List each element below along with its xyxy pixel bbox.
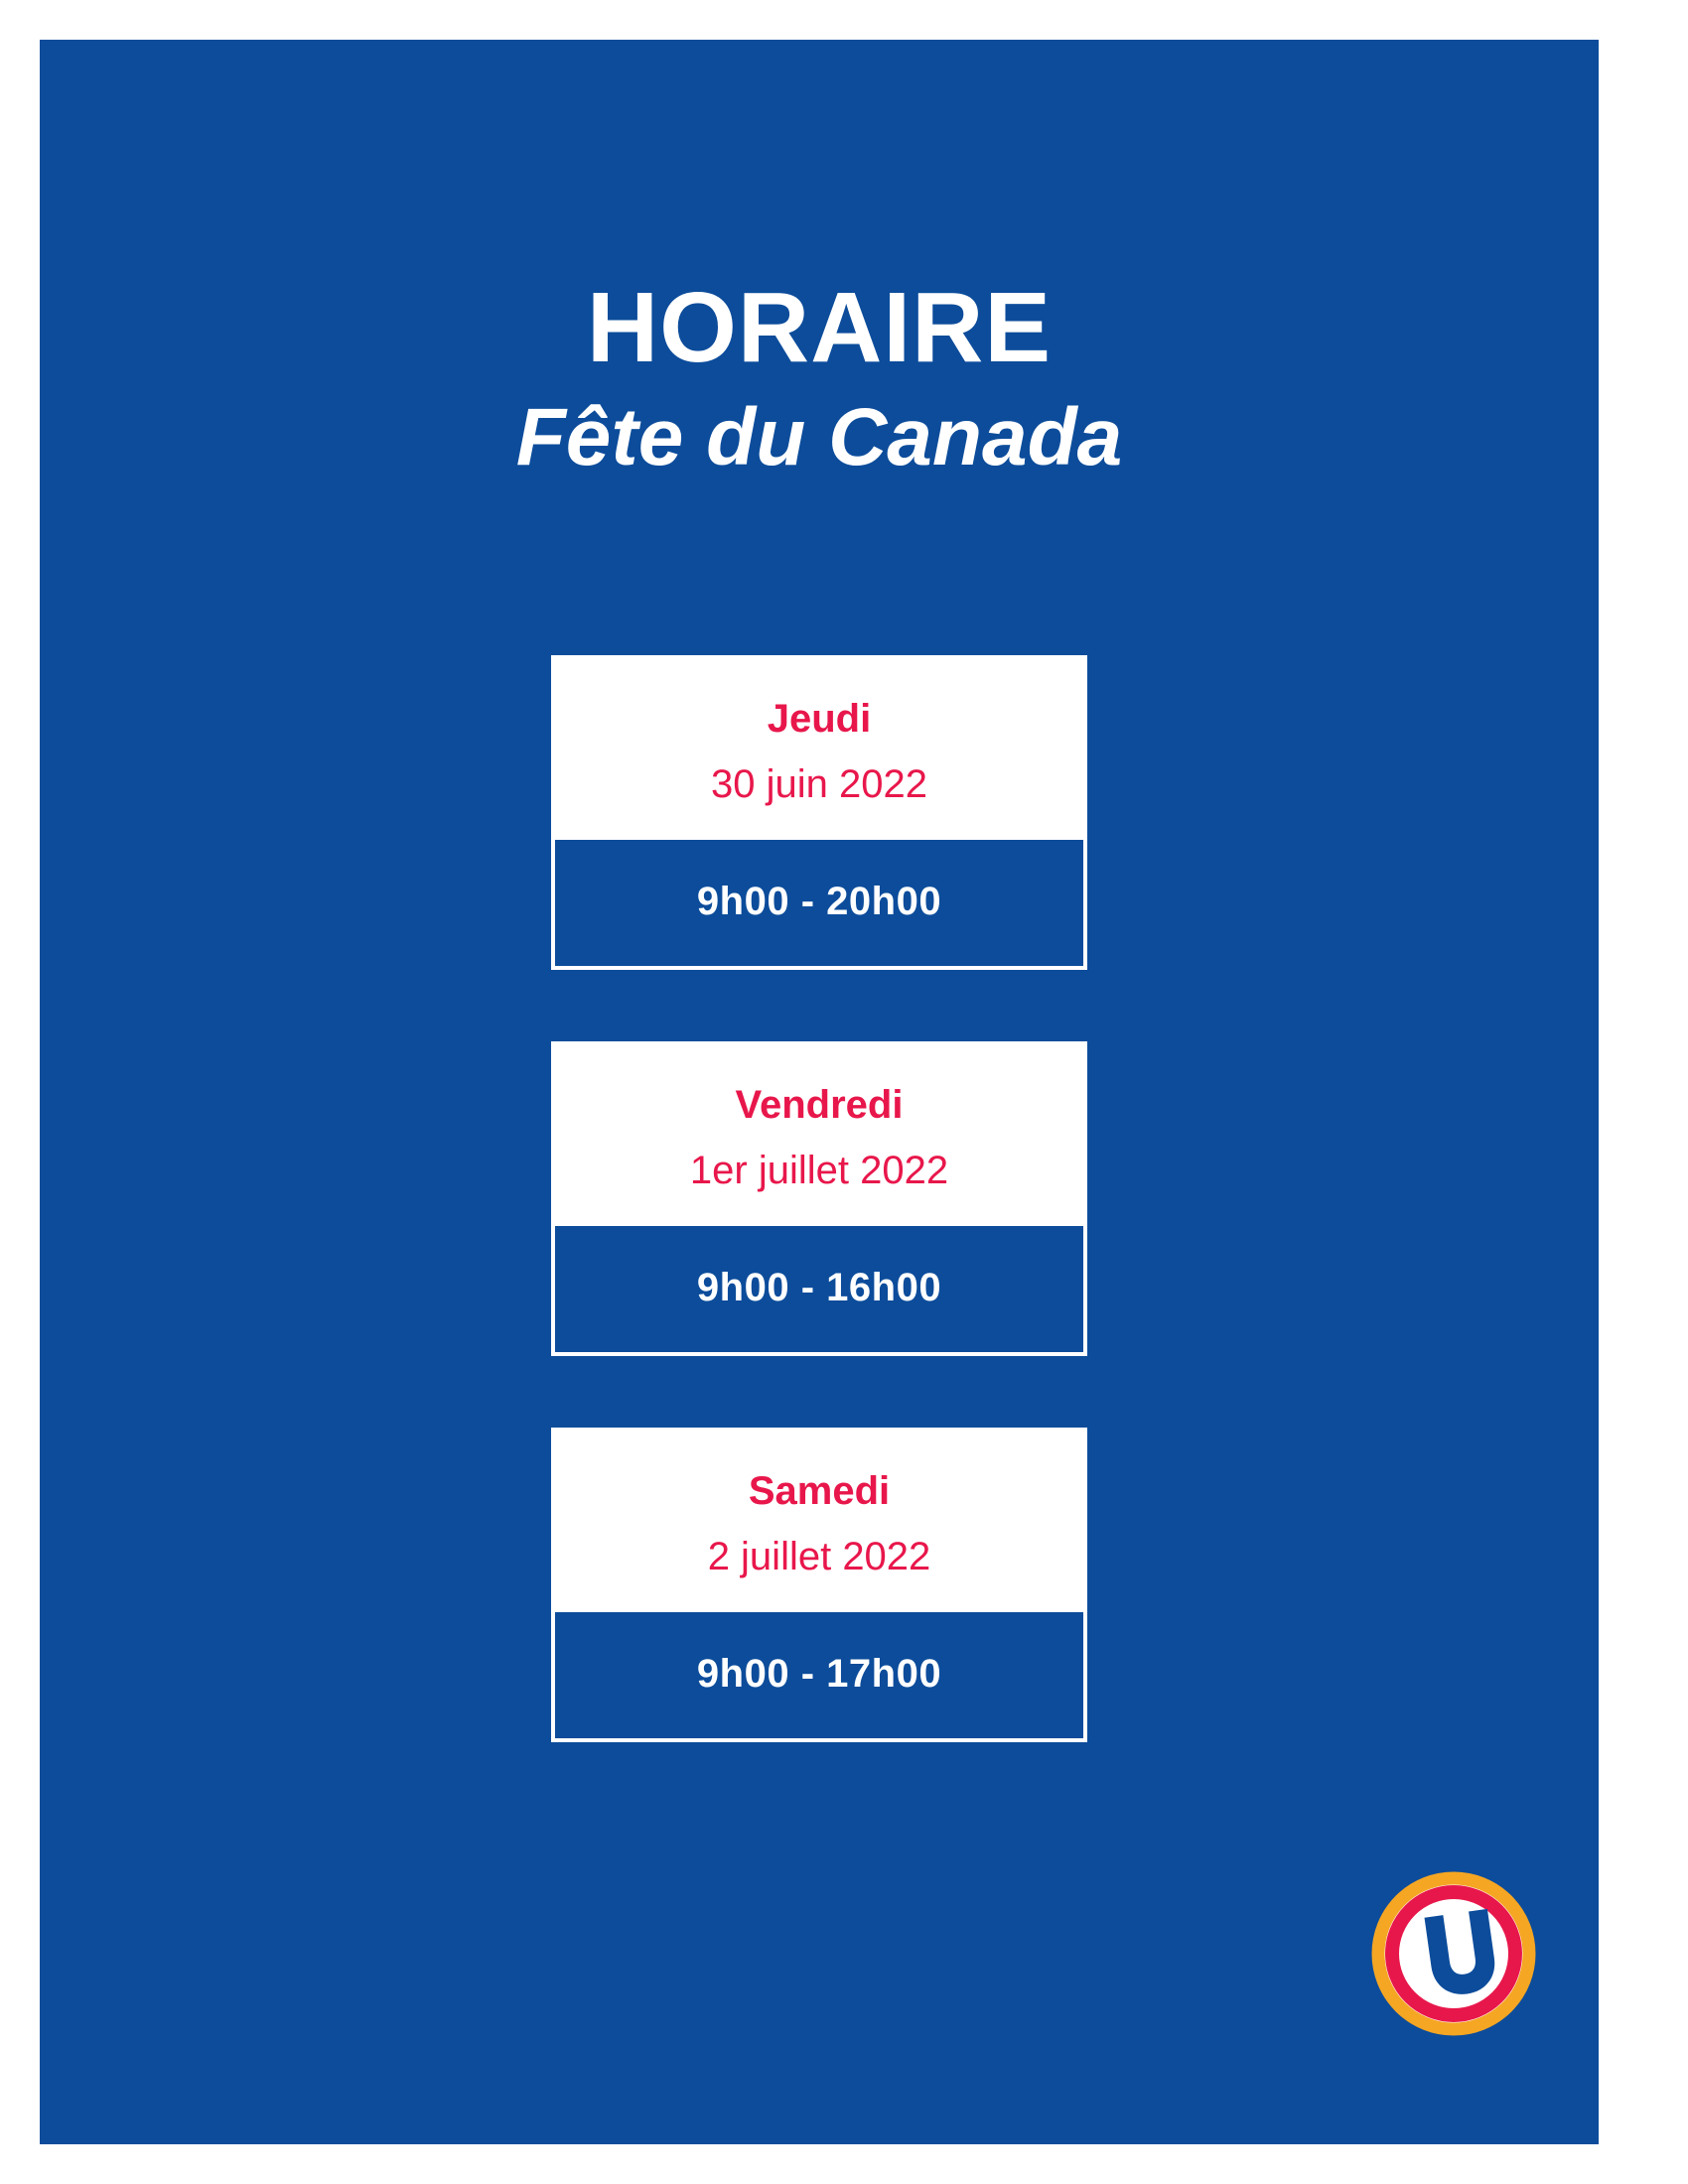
schedule-card-header	[555, 1432, 1083, 1608]
schedule-day: Samedi	[748, 1469, 891, 1513]
coop-u-logo	[1370, 1870, 1537, 2037]
title-block	[40, 272, 1599, 482]
schedule-card	[551, 1041, 1087, 1356]
schedule-date: 2 juillet 2022	[707, 1535, 931, 1578]
schedule-hours: 9h00 - 17h00	[555, 1608, 1083, 1738]
schedule-hours: 9h00 - 20h00	[555, 836, 1083, 966]
schedule-card	[551, 1428, 1087, 1742]
schedule-hours: 9h00 - 16h00	[555, 1222, 1083, 1352]
schedule-date: 30 juin 2022	[711, 762, 927, 806]
schedule-card	[551, 655, 1087, 970]
page-title: HORAIRE	[586, 272, 1053, 383]
schedule-card-header	[555, 1045, 1083, 1222]
page-subtitle: Fête du Canada	[515, 392, 1123, 482]
schedule-date: 1er juillet 2022	[689, 1149, 949, 1192]
poster	[40, 40, 1599, 2144]
schedule-day: Vendredi	[735, 1083, 904, 1127]
schedule-day: Jeudi	[767, 697, 872, 741]
schedule-card-header	[555, 659, 1083, 836]
schedule-list	[40, 655, 1599, 1742]
